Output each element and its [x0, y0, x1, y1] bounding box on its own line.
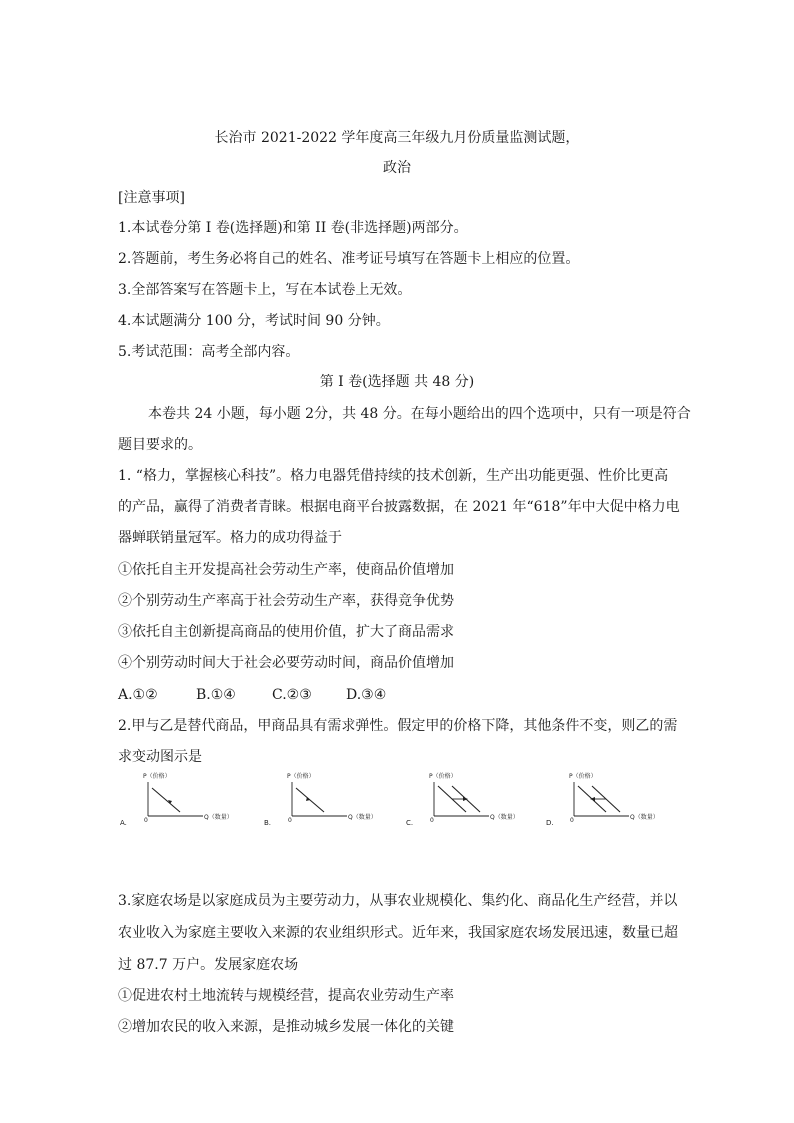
graph-origin: 0: [144, 817, 148, 824]
note-item: 5.考试范围：高考全部内容。: [118, 344, 300, 360]
graph-q-label: Q（数量）: [630, 814, 659, 821]
graph-p-label: P（价格）: [287, 773, 315, 780]
q1-stem: 器蝉联销量冠军。格力的成功得益于: [118, 530, 342, 546]
section-title: 第 I 卷(选择题 共 48 分): [319, 374, 475, 390]
graph-letter: A.: [120, 819, 127, 827]
graph-demand-curve: [152, 788, 180, 812]
q1-statement: ①依托自主开发提高社会劳动生产率，使商品价值增加: [118, 562, 454, 578]
q3-statement: ②增加农民的收入来源，是推动城乡发展一体化的关键: [118, 1019, 454, 1035]
graph-q-label: Q（数量）: [490, 814, 519, 821]
graph-q-label: Q（数量）: [204, 814, 233, 821]
graph-p-label: P（价格）: [569, 773, 597, 780]
q1-stem: 1. “格力，掌握核心科技”。格力电器凭借持续的技术创新，生产出功能更强、性价比更高: [118, 468, 669, 484]
exam-title: 长治市 2021-2022 学年度高三年级九月份质量监测试题，: [214, 130, 580, 146]
note-item: 1.本试卷分第 I 卷(选择题)和第 II 卷(非选择题)两部分。: [118, 220, 468, 236]
notes-heading: [注意事项]: [118, 190, 185, 206]
section-intro: 题目要求的。: [118, 437, 202, 453]
q2-graph-c: [404, 770, 519, 830]
graph-letter: B.: [264, 819, 272, 827]
q1-statement: ②个别劳动生产率高于社会劳动生产率，获得竞争优势: [118, 593, 454, 609]
q1-statement: ③依托自主创新提高商品的使用价值，扩大了商品需求: [118, 624, 454, 640]
q1-option-c: C.②③: [272, 687, 312, 703]
q1-option-a: A.①②: [118, 687, 158, 703]
note-item: 4.本试题满分 100 分，考试时间 90 分钟。: [118, 313, 390, 329]
graph-letter: C.: [406, 819, 414, 827]
q1-stem: 的产品，赢得了消费者青睐。根据电商平台披露数据，在 2021 年“618”年中大促中格力电: [118, 499, 680, 515]
q3-stem: 过 87.7 万户。发展家庭农场: [118, 957, 299, 973]
note-item: 3.全部答案写在答题卡上，写在本试卷上无效。: [118, 282, 412, 298]
q1-statement: ④个别劳动时间大于社会必要劳动时间，商品价值增加: [118, 655, 454, 671]
graph-p-label: P（价格）: [429, 773, 457, 780]
graph-origin: 0: [430, 817, 434, 824]
graph-origin: 0: [570, 817, 574, 824]
q2-stem: 求变动图示是: [118, 749, 202, 765]
q2-stem: 2.甲与乙是替代商品，甲商品具有需求弹性。假定甲的价格下降，其他条件不变，则乙的需: [118, 718, 678, 734]
q3-stem: 农业收入为家庭主要收入来源的农业组织形式。近年来，我国家庭农场发展迅速，数量已超: [118, 925, 678, 941]
graph-origin: 0: [288, 817, 292, 824]
q2-graph-d: [544, 770, 659, 830]
graph-letter: D.: [546, 819, 554, 827]
q3-stem: 3.家庭农场是以家庭成员为主要劳动力，从事农业规模化、集约化、商品化生产经营，并以: [118, 893, 678, 909]
q1-option-d: D.③④: [346, 687, 387, 703]
q1-option-b: B.①④: [196, 687, 236, 703]
section-intro: 本卷共 24 小题，每小题 2分，共 48 分。在每小题给出的四个选项中，只有一项是符合: [148, 406, 691, 422]
graph-p-label: P（价格）: [143, 773, 171, 780]
graph-q-label: Q（数量）: [348, 814, 377, 821]
subject-title: 政治: [383, 160, 411, 176]
q2-graph-b: [262, 770, 377, 830]
note-item: 2.答题前，考生务必将自己的姓名、准考证号填写在答题卡上相应的位置。: [118, 251, 580, 267]
q2-graph-a: [118, 770, 233, 830]
q3-statement: ①促进农村土地流转与规模经营，提高农业劳动生产率: [118, 988, 454, 1004]
